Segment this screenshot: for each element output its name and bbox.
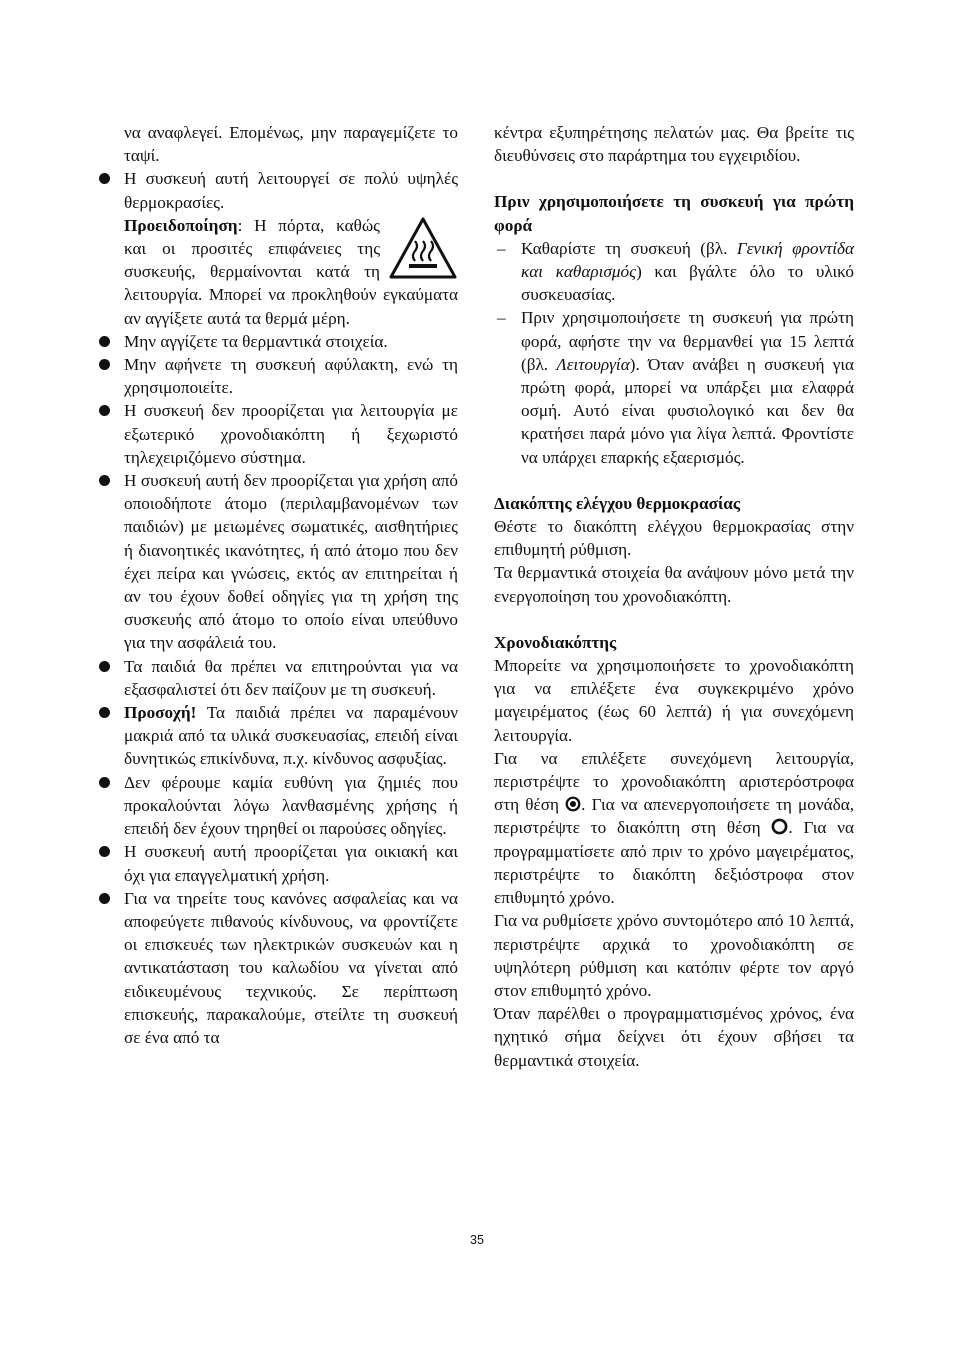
paragraph: Μπορείτε να χρησιμοποιήσετε το χρονοδιακόπτη για να επιλέξετε ένα συγκεκριμένο χρόνο μαγειρέματος (έως 60 λεπτά) ή για συνεχόμενη λειτουργία. [494,656,854,745]
paragraph: Τα θερμαντικά στοιχεία θα ανάψουν μόνο μετά την ενεργοποίηση του χρονοδιακόπτη. [494,563,854,606]
warning-label: Προειδοποίηση [124,215,238,235]
list-item: Μην αφήνετε τη συσκευή αφύλακτη, ενώ τη χρησιμοποιείτε. [97,353,458,399]
off-position-icon [771,818,788,835]
continued-text: να αναφλεγεί. Επομένως, μην παραγεμίζετε το ταψί. [124,123,458,166]
left-column [97,121,458,1049]
paragraph: Όταν παρέλθει ο προγραμματισμένος χρόνος, ένα ηχητικό σήμα δείχνει ότι έχουν σβήσει τα θερμαντικά στοιχεία. [494,1004,854,1070]
list-item: Η συσκευή αυτή λειτουργεί σε πολύ υψηλές θερμοκρασίες. Προειδοποίηση: Η πόρτα, καθώς και οι προσιτές επιφάνειες της συσκευής, θερμαίνονται κατά τη λειτουργία. Μπορεί να προκληθούν εγκαύματα αν αγγίξετε αυτά τα θερμά μέρη. [97,167,458,329]
list-item: Μην αγγίζετε τα θερμαντικά στοιχεία. [97,330,458,353]
list-item: Δεν φέρουμε καμία ευθύνη για ζημιές που προκαλούνται λόγω λανθασμένης χρήσης ή επειδή δεν έχουν τηρηθεί οι παρούσες οδηγίες. [97,771,458,841]
list-item: Τα παιδιά θα πρέπει να επιτηρούνται για να εξασφαλιστεί ότι δεν παίζουν με τη συσκευή. [97,655,458,701]
list-item: Προσοχή! Τα παιδιά πρέπει να παραμένουν μακριά από τα υλικά συσκευασίας, επειδή είναι δυνητικώς επικίνδυνα, π.χ. κίνδυνος ασφυξίας. [97,701,458,771]
list-item: Η συσκευή αυτή δεν προορίζεται για χρήση από οποιοδήποτε άτομο (περιλαμβανομένων των παιδιών) με μειωμένες σωματικές, αισθητήριες ή διανοητικές ικανότητες, ή από άτομο που δεν έχει πείρα και γνώσεις, εκτός αν επιτηρείται ή αν του έχουν δοθεί οδηγίες για τη χρήση της συσκευής από άτομο το οποίο είναι υπεύθυνο για την ασφάλειά του. [97,469,458,655]
bullet-icon [99,777,110,788]
bullet-icon [99,707,110,718]
hot-surface-warning-icon [388,216,458,280]
section-heading-temperature: Διακόπτης ελέγχου θερμοκρασίας [494,493,741,513]
section-heading-timer: Χρονοδιακόπτης [494,632,617,652]
dash-icon: – [497,238,506,258]
right-column [494,121,854,1072]
list-item: Η συσκευή δεν προορίζεται για λειτουργία με εξωτερικό χρονοδιακόπτη ή ξεχωριστό τηλεχειριζόμενο σύστημα. [97,399,458,469]
bullet-icon [99,846,110,857]
bullet-icon [99,405,110,416]
list-item: Για να τηρείτε τους κανόνες ασφαλείας και να αποφεύγετε πιθανούς κίνδυνους, να φροντίζετε οι επισκευές των ηλεκτρικών συσκευών και η αντικατάσταση του καλωδίου να γίνεται από ειδικευμένους τεχνικούς. Σε περίπτωση επισκευής, παρακαλούμε, στείλτε τη συσκευή σε ένα από τα [97,887,458,1049]
dash-list-item: – Πριν χρησιμοποιήσετε τη συσκευή για πρώτη φορά, αφήστε την να θερμανθεί για 15 λεπτά (βλ. Λειτουργία). Όταν ανάβει η συσκευή για πρώτη φορά, μπορεί να υπάρξει μια ελαφρά οσμή. Αυτό είναι φυσιολογικό και δεν θα κρατήσει παρά μόνο για λίγα λεπτά. Φροντίστε να υπάρχει επαρκής εξαερισμός. [497,308,854,467]
section-heading-first-use: Πριν χρησιμοποιήσετε τη συσκευή για πρώτη φορά [494,192,854,235]
bullet-icon [99,173,110,184]
list-item: Η συσκευή αυτή προορίζεται για οικιακή και όχι για επαγγελματική χρήση. [97,840,458,886]
warning-paragraph: Προειδοποίηση: Η πόρτα, καθώς και οι προσιτές επιφάνειες της συσκευής, θερμαίνονται κατά τη λειτουργία. Μπορεί να προκληθούν εγκαύματα αν αγγίξετε αυτά τα θερμά μέρη. [124,215,458,328]
dash-icon: – [497,308,506,328]
bullet-icon [99,475,110,486]
paragraph: Για να ρυθμίσετε χρόνο συντομότερο από 10 λεπτά, περιστρέψτε αρχικά το χρονοδιακόπτη σε υψηλότερη ρύθμιση και κατόπιν φέρτε τον αργό στον επιθυμητό χρόνο. [494,911,854,1000]
bullet-icon [99,661,110,672]
paragraph: Θέστε το διακόπτη ελέγχου θερμοκρασίας στην επιθυμητή ρύθμιση. [494,517,854,560]
continued-text: κέντρα εξυπηρέτησης πελατών μας. Θα βρείτε τις διευθύνσεις στο παράρτημα του εγχειριδίου. [494,123,854,166]
page-number: 35 [470,1233,484,1247]
dash-list-item: – Καθαρίστε τη συσκευή (βλ. Γενική φροντίδα και καθαρισμός) και βγάλτε όλο το υλικό συσκευασίας. [497,238,854,305]
bullet-icon [99,359,110,370]
bullet-icon [99,336,110,347]
caution-label: Προσοχή! [124,703,197,723]
continuous-position-icon [565,796,581,812]
bullet-icon [99,893,110,904]
paragraph: Για να επιλέξετε συνεχόμενη λειτουργία, περιστρέψτε το χρονοδιακόπτη αριστερόστροφα στη θέση . Για να απενεργοποιήσετε τη μονάδα, περιστρέψτε το διακόπτη στη θέση . Για να προγραμματίσετε από πριν το χρόνο μαγειρέματος, περιστρέψτε το διακόπτη δεξιόστροφα στον επιθυμητό χρόνο. [494,748,854,908]
